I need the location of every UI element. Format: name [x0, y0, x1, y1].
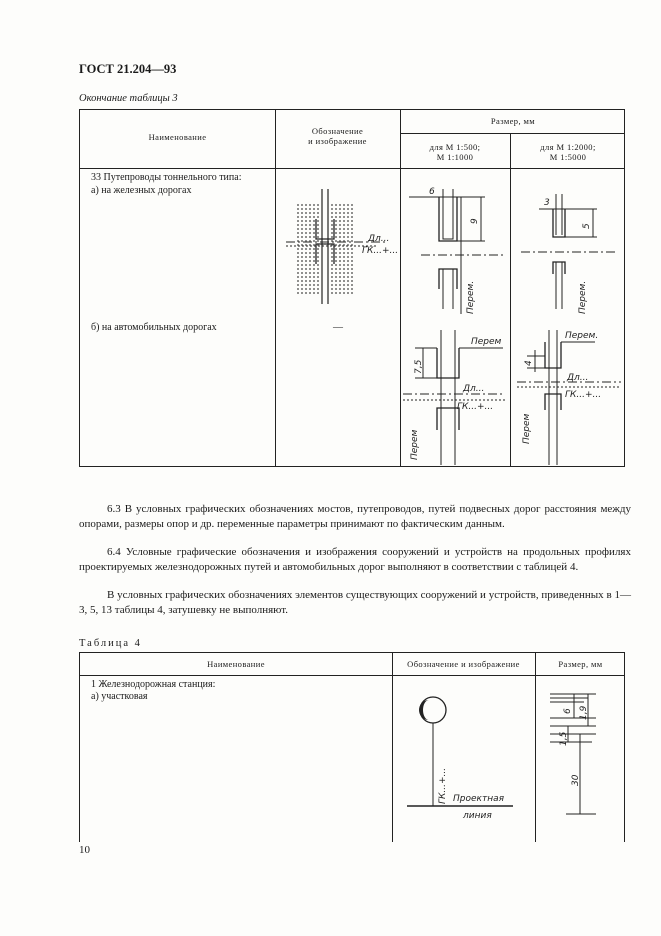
label-dl-b2: Дл...: [567, 373, 589, 383]
label-perem-b1: Перем.: [578, 280, 588, 314]
row33-item-a: а) на железных дорогах: [91, 185, 192, 196]
dim-6: 6: [429, 187, 435, 197]
label-perem-a2-bottom: Перем: [410, 429, 420, 460]
table3-caption: Окончание таблицы 3: [79, 93, 178, 104]
scale-b-line1: для М 1:2000;: [540, 142, 596, 152]
dim-4: 4: [524, 360, 534, 366]
scale-a-line2: М 1:1000: [436, 152, 474, 162]
scale-b-road-drawing: [511, 320, 626, 467]
t4-row1-title: 1 Железнодорожная станция:: [91, 679, 216, 690]
dim-9: 9: [470, 218, 480, 224]
col-scale-b-header: [510, 142, 626, 162]
label-dl-b: Дл...: [463, 384, 485, 394]
col-symbol-header-line2: и изображение: [308, 136, 367, 146]
t4-dim-1-9: 1,9: [579, 705, 589, 720]
scale-b-line2: М 1:5000: [549, 152, 587, 162]
dim-7-5: 7,5: [414, 359, 424, 374]
row33-dash-b: —: [333, 322, 343, 333]
row33-item-b: б) на автомобильных дорогах: [91, 322, 217, 333]
col-size-header: Размер, мм: [490, 116, 536, 126]
t4-col-name-header: Наименование: [207, 659, 265, 669]
symbol-rail-tunnel: [276, 169, 400, 319]
t4-col-size-header: Размер, мм: [558, 659, 603, 669]
t4-label-design-1: Проектная: [453, 794, 505, 804]
t4-dim-30: 30: [571, 774, 581, 786]
label-perem-b2-bottom: Перем: [522, 413, 532, 444]
t4-dim-6: 6: [563, 708, 573, 714]
dim-5: 5: [582, 223, 592, 229]
paragraph-6-4: 6.4 Условные графические обозначения и изображения сооружений и устройств на продольных профилях проектируемых железнодорожных путей и автомобильных дорог выполняют в соответствии с таблицей 4.: [79, 546, 631, 573]
col-symbol-header-line1: Обозначение: [311, 126, 364, 136]
scale-a-rail-drawing: [401, 169, 510, 319]
label-dl-a: Дл...: [368, 234, 390, 244]
label-perem-a1: Перем.: [466, 280, 476, 314]
paragraph-6-3: 6.3 В условных графических обозначениях мостов, путепроводов, путей подвесных дорог расстояния между опорами, размеры опор и др. переменные параметры принимают по фактическим данным.: [79, 503, 631, 530]
doc-code: ГОСТ 21.204—93: [79, 62, 177, 76]
label-perem-a2-top: Перем: [471, 337, 502, 347]
page-number: 10: [79, 844, 90, 856]
t4-label-gk: ГК...+...: [438, 767, 448, 804]
t4-col-symbol-header: Обозначение и изображение: [407, 659, 520, 669]
paragraph-6-5: В условных графических обозначениях элементов существующих сооружений и устройств, приведенных в 1—3, 5, 13 таблицы 4, затушевку не выполняют.: [79, 589, 631, 616]
col-symbol-header: [275, 126, 400, 146]
row33-title: 33 Путепроводы тоннельного типа:: [91, 172, 242, 183]
t4-row1-item-a: а) участковая: [91, 691, 148, 702]
table3: [79, 109, 625, 467]
scale-b-rail-drawing: [511, 169, 626, 319]
col-scale-a-header: [400, 142, 510, 162]
table4: [79, 652, 625, 842]
station-symbol: [393, 676, 535, 843]
dim-3: 3: [544, 198, 550, 208]
scale-a-road-drawing: [401, 320, 510, 467]
col-name-header: Наименование: [148, 132, 207, 142]
scale-a-line1: для М 1:500;: [429, 142, 481, 152]
label-perem-b2-top: Перем.: [565, 331, 599, 341]
label-gk-b2: ГК...+...: [565, 390, 602, 400]
station-dimensions: [536, 676, 626, 843]
label-gk-b: ГК...+...: [457, 402, 494, 412]
t4-dim-1-5: 1,5: [559, 731, 569, 746]
label-gk-a: ГК...+...: [362, 246, 399, 256]
t4-label-design-2: линия: [463, 811, 492, 821]
table4-caption: Таблица 4: [79, 638, 142, 649]
